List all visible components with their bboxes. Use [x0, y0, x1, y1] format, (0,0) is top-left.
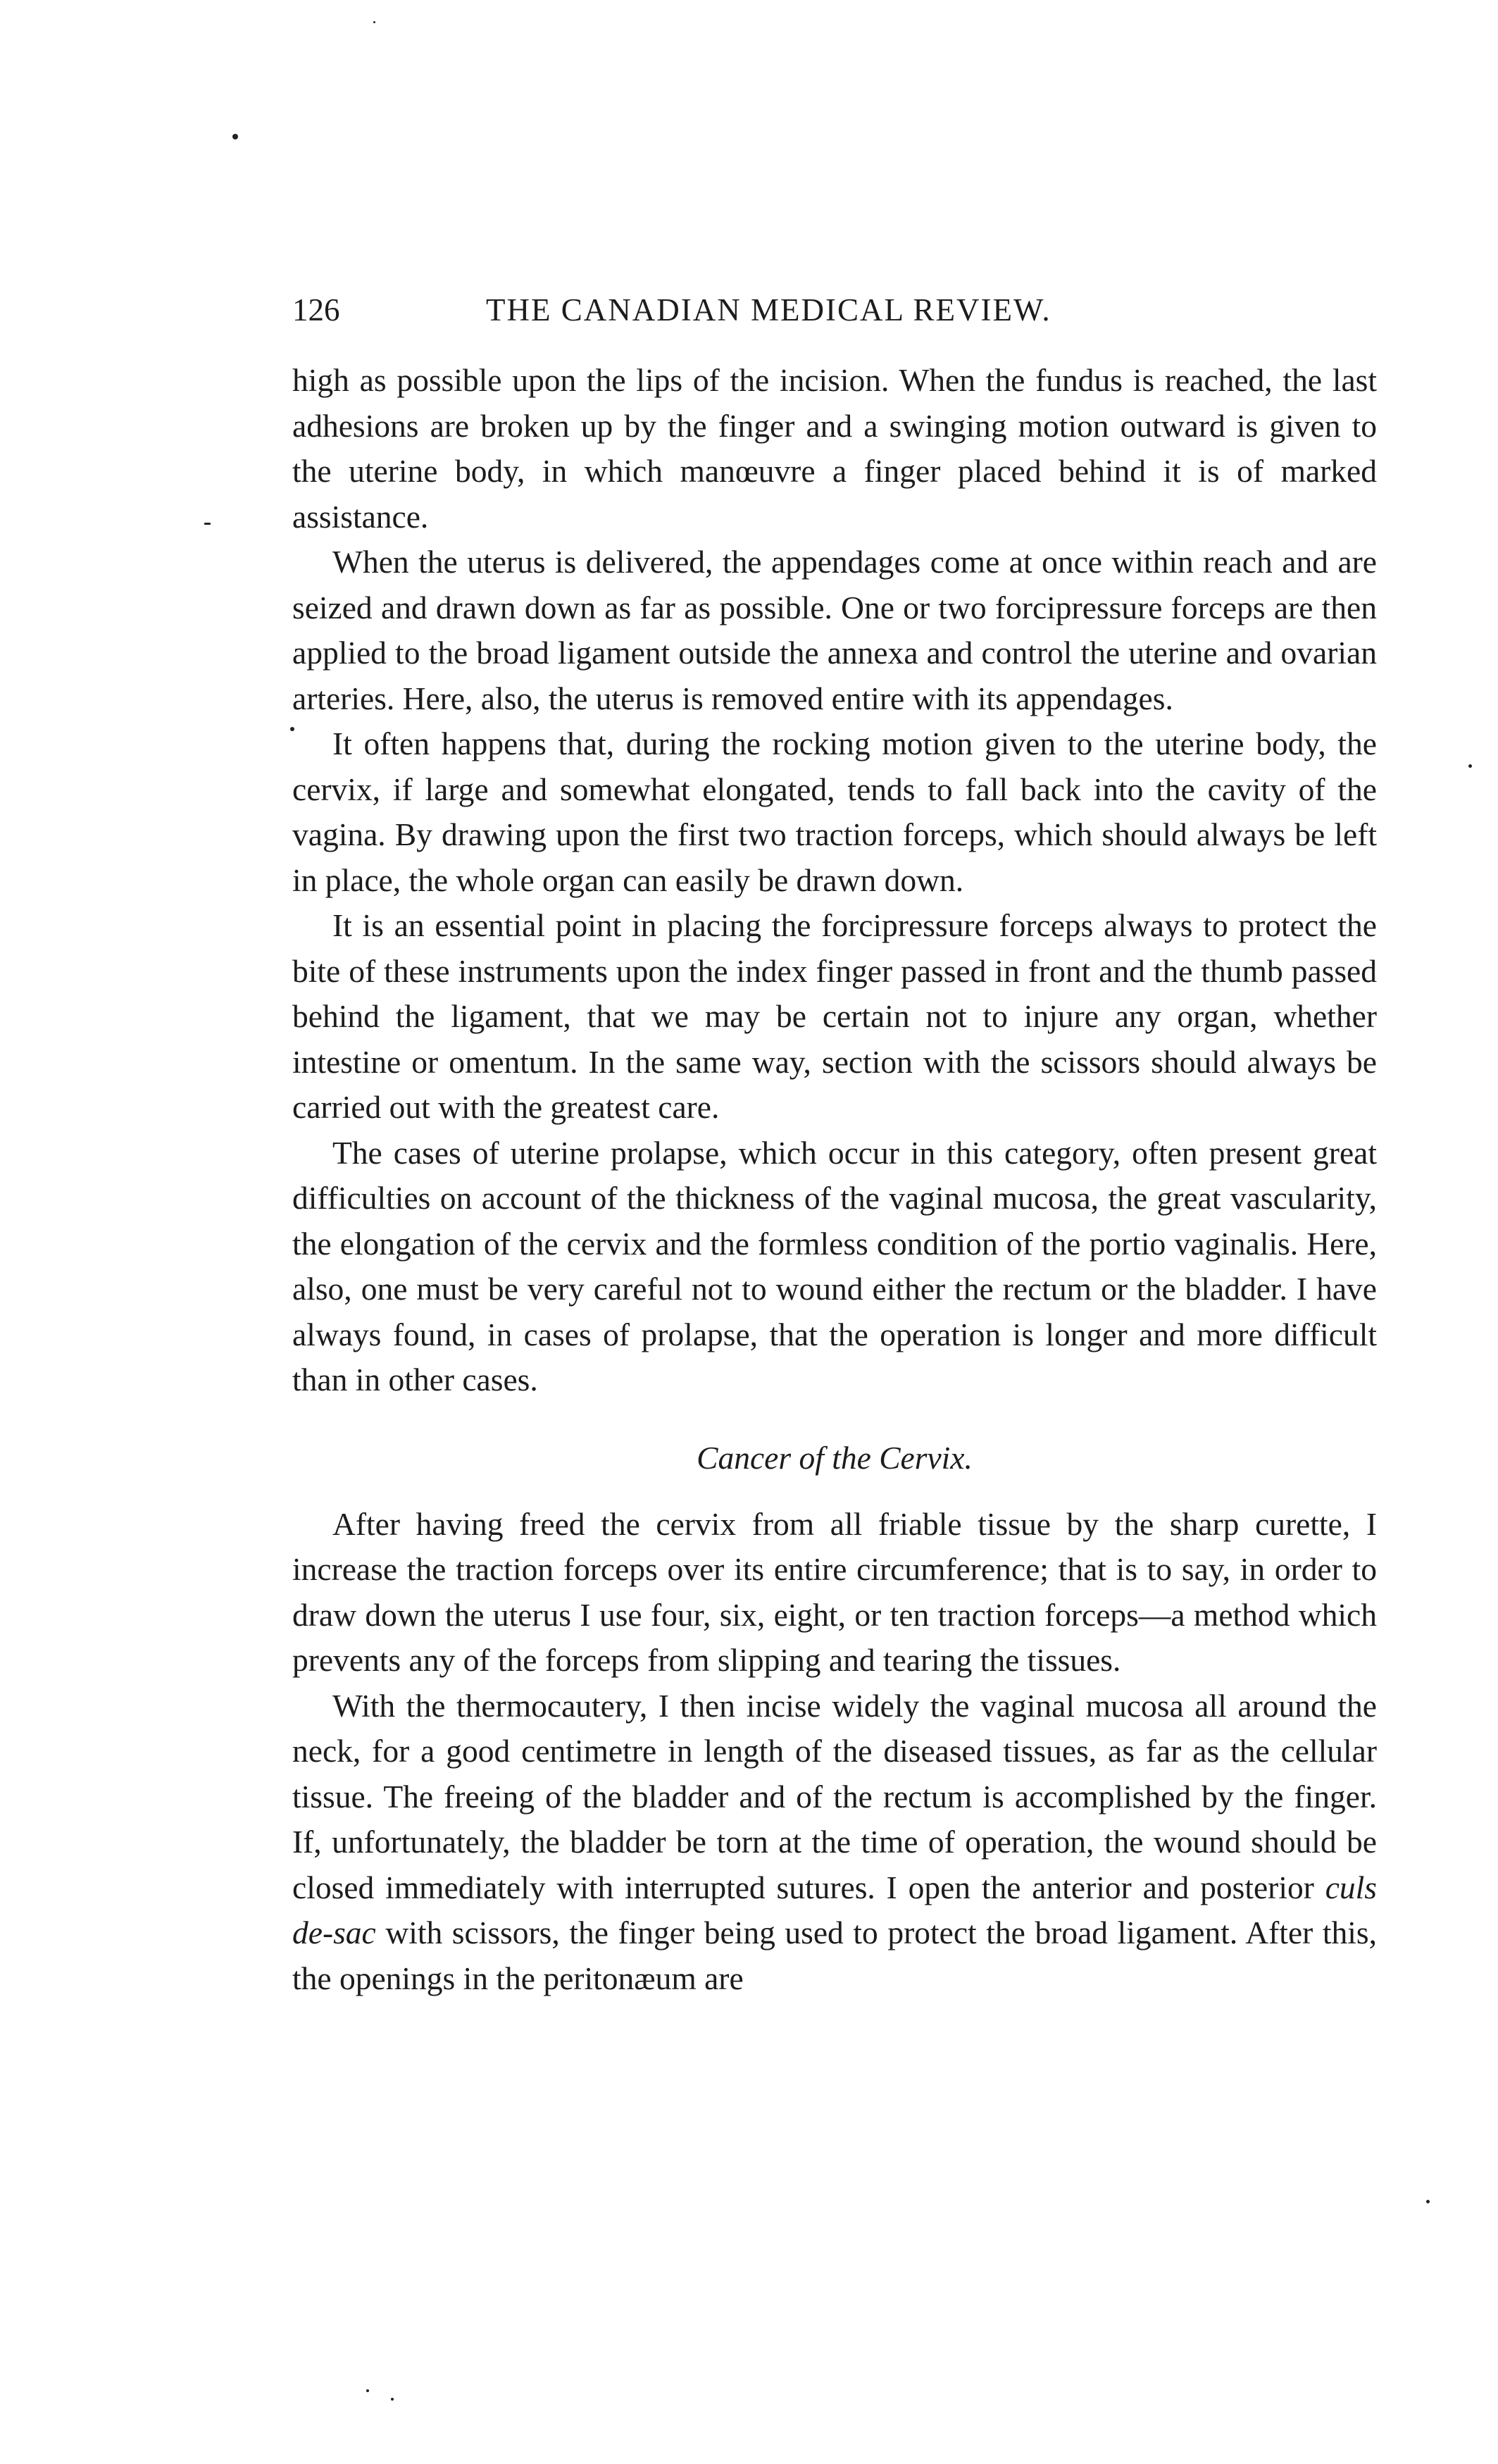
paragraph: The cases of uterine prolapse, which occur in this category, often present great difficulties on account of the thickness of the vaginal mucosa, the great vascularity, the elongation of the cervix and the formless condition of the portio vaginalis. Here, also, one must be very careful not to wound either the rectum or the bladder. I have always found, in cases of prolapse, that the operation is longer and more difficult than in other cases.: [292, 1134, 1377, 1398]
scan-speck: [290, 727, 294, 731]
paragraph: When the uterus is delivered, the appendages come at once within reach and are seized and drawn down as far as possible. One or two forcipressure forceps are then applied to the broad ligament outside the annexa and control the uterine and ovarian arteries. Here, also, the uterus is removed entire with its appendages.: [292, 544, 1377, 716]
paragraph: It often happens that, during the rocking motion given to the uterine body, the cervix, if large and somewhat elongated, tends to fall back into the cavity of the vagina. By drawing upon the first two traction forceps, which should always be left in place, the whole organ can easily be drawn down.: [292, 726, 1377, 898]
page-header: [292, 289, 1377, 331]
italic-term: culs de-sac: [292, 1869, 1377, 1950]
scan-speck: [232, 134, 238, 139]
paragraph-continued: high as possible upon the lips of the incision. When the fundus is reached, the last adhesions are broken up by the finger and a swinging motion outward is given to the uterine body, in which manœuvre a finger placed behind it is of marked assistance.: [292, 362, 1377, 535]
scan-speck: [1426, 2200, 1430, 2203]
body-text: [292, 358, 1377, 2001]
section-heading: Cancer of the Cervix.: [697, 1439, 973, 1476]
paragraph-last: [292, 1684, 1377, 2002]
page-number: 126: [292, 292, 340, 328]
scan-speck: [1468, 764, 1472, 768]
scan-speck: [204, 523, 211, 525]
paragraph-text: with scissors, the finger being used to protect the broad ligament. After this, the openings in the peritonæum are: [292, 1915, 1377, 1996]
scan-speck: [366, 2389, 369, 2392]
running-title: THE CANADIAN MEDICAL REVIEW.: [486, 292, 1051, 328]
scan-speck: [391, 2398, 394, 2401]
scan-speck: [373, 21, 375, 23]
paragraph-text: With the thermocautery, I then incise widely the vaginal mucosa all around the neck, for a good centimetre in length of the diseased tissues, as far as the cellular tissue. The freeing of the bladder and of the rectum is accomplished by the finger. If, unfortunately, the bladder be torn at the time of operation, the wound should be closed immediately with interrupted sutures. I open the anterior and posterior: [292, 1687, 1377, 1905]
paragraph: It is an essential point in placing the forcipressure forceps always to protect the bite of these instruments upon the index finger passed in front and the thumb passed behind the ligament, that we may be certain not to injure any organ, whether intestine or omentum. In the same way, section with the scissors should always be carried out with the greatest care.: [292, 907, 1377, 1125]
paragraph: After having freed the cervix from all friable tissue by the sharp curette, I increase the traction forceps over its entire circumference; that is to say, in order to draw down the uterus I use four, six, eight, or ten traction forceps—a method which prevents any of the forceps from slipping and tearing the tissues.: [292, 1505, 1377, 1678]
